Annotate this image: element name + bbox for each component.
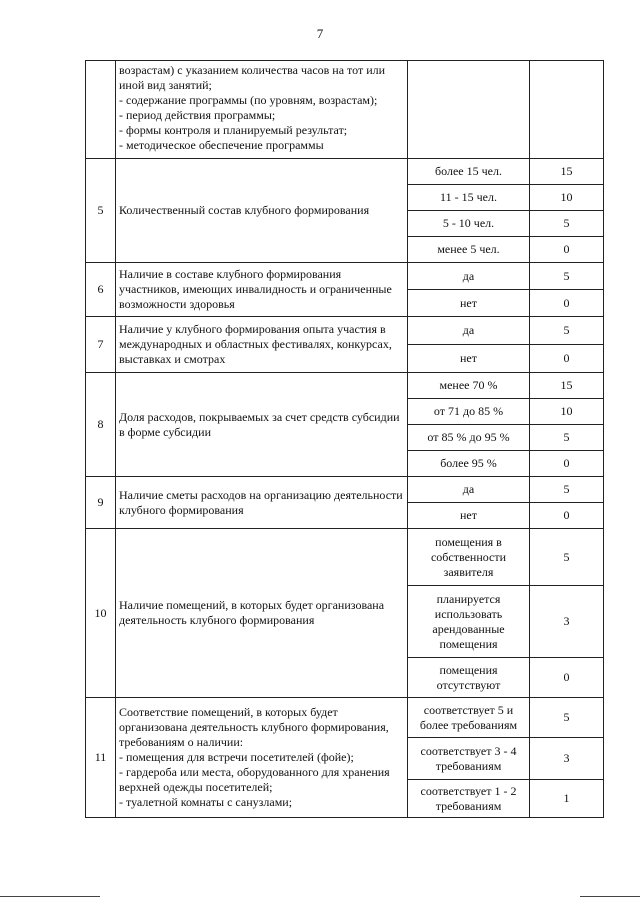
score-value: 5: [530, 425, 604, 451]
continuation-text: возрастам) с указанием количества часов на тот или иной вид занятий; - содержание программы (по уровням, возрастам); - период действия программы; - формы контроля и планируемый результат; - методическое обеспечение программы: [119, 63, 386, 152]
row-number-cell: [86, 61, 116, 159]
option-label: нет: [408, 503, 530, 529]
option-label: соответствует 1 - 2 требованиям: [408, 780, 530, 818]
option-label: 5 - 10 чел.: [408, 211, 530, 237]
score-value: 0: [530, 237, 604, 263]
score-value: 0: [530, 345, 604, 373]
row-number: 7: [86, 317, 116, 373]
criteria-table: [85, 60, 604, 818]
score-value: 3: [530, 586, 604, 658]
option-label: более 95 %: [408, 451, 530, 477]
score-value: 5: [530, 698, 604, 738]
page-number: 7: [316, 26, 324, 41]
table-row: [86, 263, 604, 290]
scan-edge-line-right: [580, 896, 640, 897]
row-number: 8: [86, 373, 116, 477]
scan-edge-line-left: [0, 896, 100, 897]
score-value: 10: [530, 185, 604, 211]
criterion-text: Наличие в составе клубного формирования участников, имеющих инвалидность и ограниченные возможности здоровья: [116, 263, 408, 317]
criterion-text: Доля расходов, покрываемых за счет средств субсидии в форме субсидии: [116, 373, 408, 477]
score-cell: [530, 61, 604, 159]
option-label: менее 5 чел.: [408, 237, 530, 263]
score-value: 5: [530, 477, 604, 503]
row-number: 6: [86, 263, 116, 317]
table-row: [86, 477, 604, 503]
option-label: да: [408, 477, 530, 503]
option-label: помещения в собственности заявителя: [408, 529, 530, 586]
option-label: 11 - 15 чел.: [408, 185, 530, 211]
score-value: 5: [530, 317, 604, 345]
option-label: нет: [408, 290, 530, 317]
row-number: 11: [86, 698, 116, 818]
table-row: [86, 529, 604, 586]
criterion-text: Количественный состав клубного формирования: [116, 159, 408, 263]
option-label: да: [408, 263, 530, 290]
score-value: 5: [530, 529, 604, 586]
criterion-text: Наличие сметы расходов на организацию деятельности клубного формирования: [116, 477, 408, 529]
option-label: планируется использовать арендованные помещения: [408, 586, 530, 658]
row-number: 10: [86, 529, 116, 698]
row-number: 5: [86, 159, 116, 263]
table-row: [86, 159, 604, 185]
score-value: 0: [530, 503, 604, 529]
option-label: да: [408, 317, 530, 345]
option-label: соответствует 3 - 4 требованиям: [408, 738, 530, 780]
criterion-text: Наличие у клубного формирования опыта участия в международных и областных фестивалях, конкурсах, выставках и смотрах: [116, 317, 408, 373]
option-label: от 71 до 85 %: [408, 399, 530, 425]
score-value: 10: [530, 399, 604, 425]
score-value: 15: [530, 373, 604, 399]
row-number: 9: [86, 477, 116, 529]
score-value: 0: [530, 451, 604, 477]
option-label: менее 70 %: [408, 373, 530, 399]
score-value: 15: [530, 159, 604, 185]
score-value: 0: [530, 290, 604, 317]
score-value: 3: [530, 738, 604, 780]
option-label: помещения отсутствуют: [408, 658, 530, 698]
score-value: 5: [530, 211, 604, 237]
option-label: более 15 чел.: [408, 159, 530, 185]
criterion-text: Наличие помещений, в которых будет организована деятельность клубного формирования: [116, 529, 408, 698]
table-row: [86, 373, 604, 399]
score-value: 0: [530, 658, 604, 698]
table-row: [86, 61, 604, 159]
option-label: от 85 % до 95 %: [408, 425, 530, 451]
score-value: 1: [530, 780, 604, 818]
option-label: соответствует 5 и более требованиям: [408, 698, 530, 738]
option-label: нет: [408, 345, 530, 373]
option-cell: [408, 61, 530, 159]
criterion-text-multiline: Соответствие помещений, в которых будет организована деятельность клубного формирования, требованиям о наличии: - помещения для встречи посетителей (фойе); - гардероба или места, оборудованного для хранения верхней одежды посетителей; - туалетной комнаты с санузлами;: [119, 705, 390, 809]
table-row: [86, 317, 604, 345]
score-value: 5: [530, 263, 604, 290]
criterion-cell: [116, 61, 408, 159]
table-row: [86, 698, 604, 738]
criterion-text: [116, 698, 408, 818]
